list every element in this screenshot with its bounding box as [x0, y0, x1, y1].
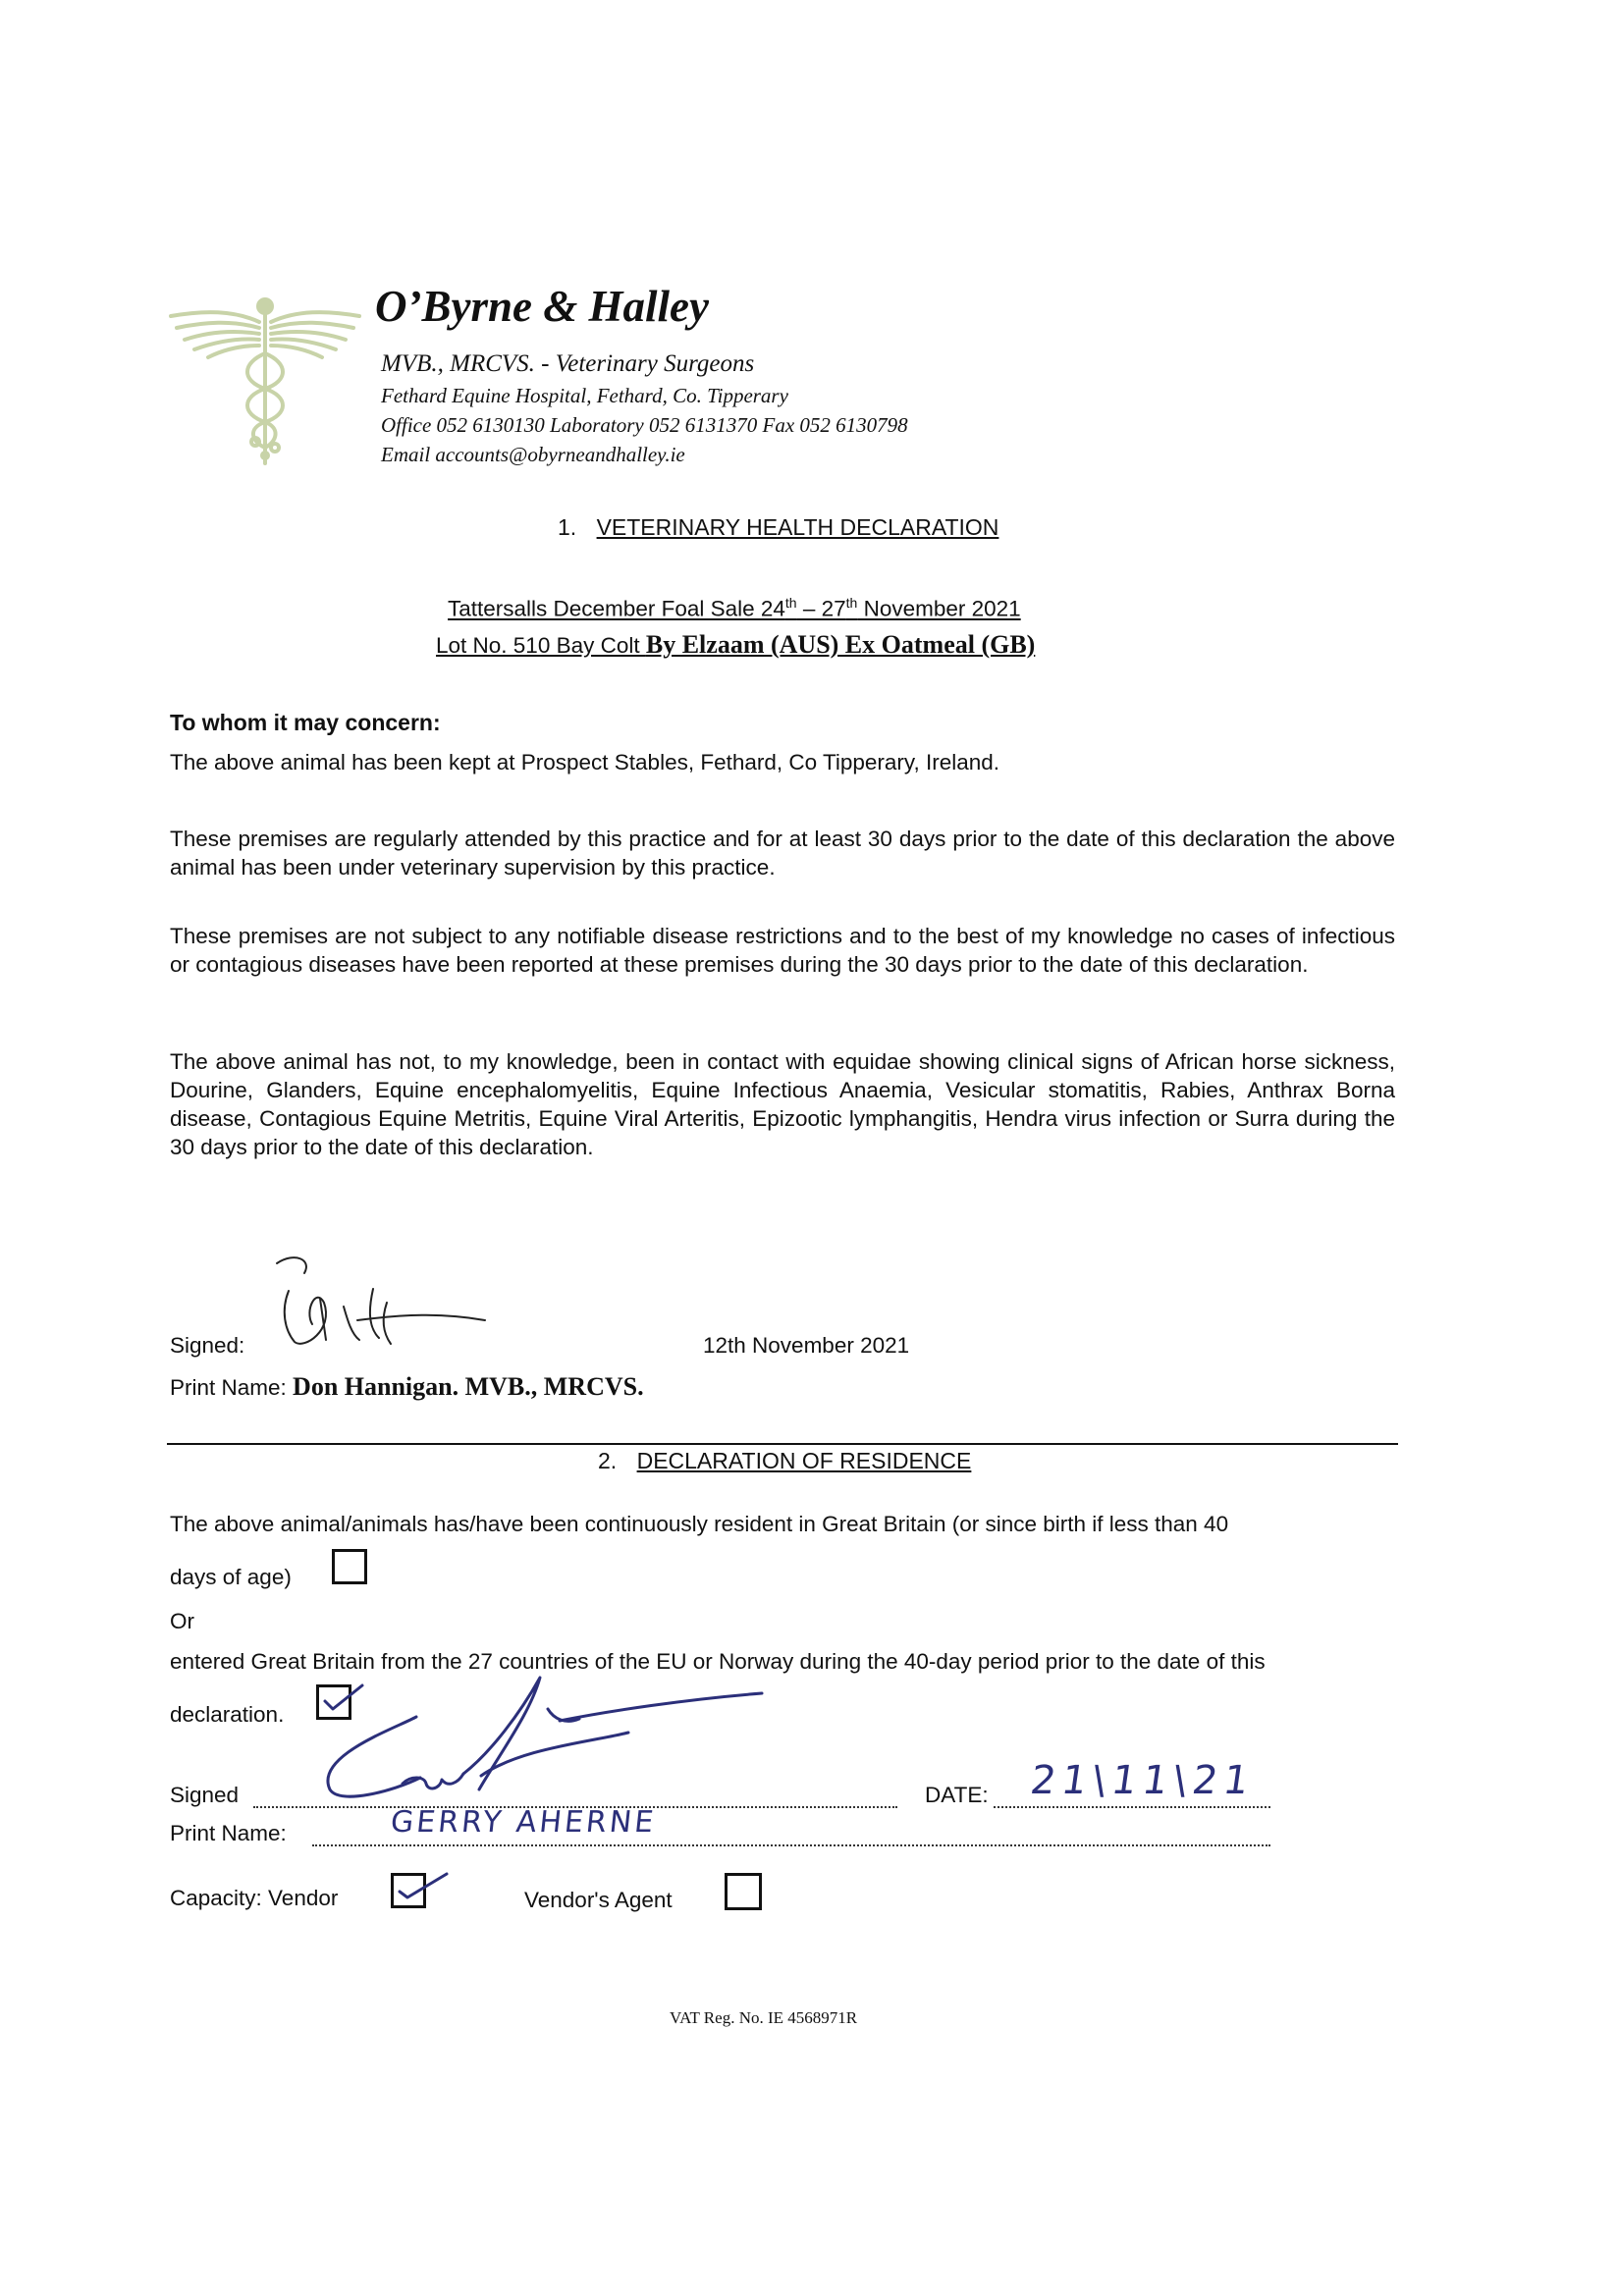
sale-title-mid: – 27: [796, 596, 846, 621]
s2-print-name-label: Print Name:: [170, 1821, 287, 1845]
lot-title-horse: By Elzaam (AUS) Ex Oatmeal (GB): [645, 630, 1036, 659]
email: Email accounts@obyrneandhalley.ie: [381, 443, 685, 466]
section1-heading: [558, 512, 998, 542]
address: Fethard Equine Hospital, Fethard, Co. Tipperary: [381, 384, 788, 407]
phone-numbers: Office 052 6130130 Laboratory 052 6131370 Fax 052 6130798: [381, 413, 908, 437]
s2-date-label: DATE:: [925, 1783, 989, 1807]
firm-name: O’Byrne & Halley: [375, 282, 709, 331]
section2-number: 2.: [598, 1448, 618, 1473]
s1-paragraph-1: The above animal has been kept at Prospect Stables, Fethard, Co Tipperary, Ireland.: [170, 750, 1000, 774]
salutation: To whom it may concern:: [170, 710, 441, 735]
agent-label: Vendor's Agent: [524, 1888, 673, 1912]
s2-paragraph-2-end: declaration.: [170, 1702, 285, 1727]
sale-title: [448, 588, 1021, 624]
s2-paragraph-1: The above animal/animals has/have been continuously resident in Great Britain (or since birth if less than 40: [170, 1512, 1229, 1536]
s1-print-name-value: Don Hannigan. MVB., MRCVS.: [293, 1372, 644, 1401]
s1-paragraph-3: These premises are not subject to any notifiable disease restrictions and to the best of my knowledge no cases of infectious or contagious diseases have been reported at these premises during the 30 days prior to the date of this declaration.: [170, 924, 1395, 977]
sale-title-prefix: Tattersalls December Foal Sale 24: [448, 596, 785, 621]
capacity-label: Capacity: Vendor: [170, 1886, 339, 1910]
section1-number: 1.: [558, 514, 577, 540]
s1-signed-label: Signed:: [170, 1333, 245, 1358]
s1-paragraph-4: The above animal has not, to my knowledge, been in contact with equidae showing clinical signs of African horse sickness, Dourine, Glanders, Equine encephalomyelitis, Equine Infectious Anaemia, Vesicular stomatitis, Rabies, Anthrax Borna disease, Contagious Equine Metritis, Equine Viral Arteritis, Epizootic lymphangitis, Hendra virus infection or Surra during the 30 days prior to the date of this declaration.: [170, 1049, 1395, 1159]
vendor-checkbox[interactable]: [391, 1873, 426, 1908]
s2-print-name-handwritten[interactable]: GERRY AHERNE: [389, 1805, 659, 1840]
sale-title-sup1: th: [784, 595, 797, 611]
section2-title: DECLARATION OF RESIDENCE: [636, 1448, 972, 1473]
section2-heading: [598, 1446, 971, 1475]
s1-paragraph-2: These premises are regularly attended by this practice and for at least 30 days prior to the date of this declaration the above animal has been under veterinary supervision by this practice.: [170, 827, 1395, 880]
s1-print-name: [170, 1371, 644, 1404]
or-text: Or: [170, 1609, 194, 1633]
section1-title: VETERINARY HEALTH DECLARATION: [596, 514, 999, 540]
lot-title-prefix: Lot No. 510 Bay Colt: [436, 633, 646, 658]
s2-signed-label: Signed: [170, 1783, 240, 1807]
caduceus-logo-icon: [165, 294, 371, 471]
vat-registration: VAT Reg. No. IE 4568971R: [670, 2008, 858, 2027]
vet-signature-drawing: [265, 1252, 491, 1360]
qualifications: MVB., MRCVS. - Veterinary Surgeons: [381, 350, 755, 377]
s1-print-name-label: Print Name:: [170, 1375, 294, 1400]
s1-signed-date: 12th November 2021: [703, 1333, 910, 1358]
section-divider: [167, 1443, 1398, 1445]
s2-paragraph-1-end: days of age): [170, 1565, 292, 1589]
s2-print-name-line: [312, 1844, 1270, 1846]
sale-title-suffix: November 2021: [857, 596, 1021, 621]
s2-date-line: [994, 1806, 1270, 1808]
s2-paragraph-2: entered Great Britain from the 27 countries of the EU or Norway during the 40-day period prior to the date of this: [170, 1649, 1266, 1674]
vendors-agent-checkbox[interactable]: [725, 1873, 762, 1910]
vendor-signature-drawing: [295, 1674, 766, 1811]
lot-title: [436, 629, 1035, 662]
s2-date-handwritten[interactable]: 21\11\21: [1027, 1758, 1258, 1803]
continuously-resident-checkbox[interactable]: [332, 1549, 367, 1584]
checkmark-icon: [390, 1866, 453, 1911]
sale-title-sup2: th: [845, 595, 858, 611]
